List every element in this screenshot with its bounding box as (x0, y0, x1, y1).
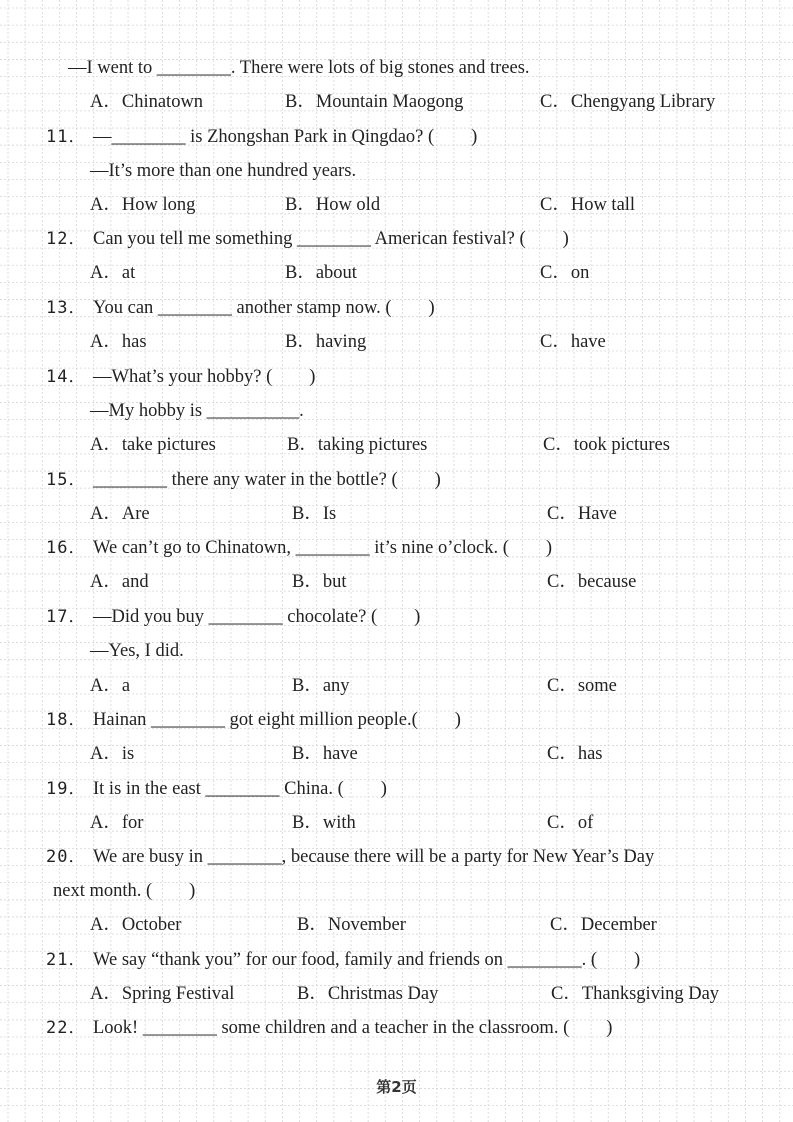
answer-option-a: A．for (90, 813, 144, 833)
answer-option-b: B．having (285, 332, 367, 352)
answer-option-c: C．of (547, 813, 594, 833)
answer-option-a: A．Are (90, 504, 150, 524)
question-line: —My hobby is __________. (90, 401, 304, 421)
answer-option-a: A．a (90, 676, 131, 696)
answer-option-c: C．Chengyang Library (540, 92, 716, 112)
question-number: 19． (46, 779, 87, 799)
answer-option-c: C．have (540, 332, 606, 352)
answer-option-b: B．taking pictures (287, 435, 428, 455)
question-text: We can’t go to Chinatown, ________ it’s nine o’clock. ( ) (93, 538, 553, 558)
answer-option-b: B．Mountain Maogong (285, 92, 464, 112)
question-text: Can you tell me something ________ American festival? ( ) (93, 229, 569, 249)
question-line: next month. ( ) (53, 881, 196, 901)
question-line: —It’s more than one hundred years. (90, 161, 357, 181)
question-number: 15． (46, 470, 87, 490)
answer-option-a: A．How long (90, 195, 196, 215)
answer-option-b: B．How old (285, 195, 381, 215)
question-text: ________ there any water in the bottle? ( ) (93, 470, 441, 490)
answer-option-c: C．How tall (540, 195, 636, 215)
question-number: 20． (46, 847, 87, 867)
question-number: 17． (46, 607, 87, 627)
answer-option-a: A．Spring Festival (90, 984, 235, 1004)
answer-option-c: C．took pictures (543, 435, 670, 455)
answer-option-a: A．is (90, 744, 135, 764)
question-line: —I went to ________. There were lots of big stones and trees. (68, 58, 530, 78)
question-number: 22． (46, 1018, 87, 1038)
question-number: 16． (46, 538, 87, 558)
answer-option-a: A．take pictures (90, 435, 216, 455)
answer-option-c: C．December (550, 915, 657, 935)
question-text: —________ is Zhongshan Park in Qingdao? ( ) (93, 127, 478, 147)
question-number: 12． (46, 229, 87, 249)
question-text: Hainan ________ got eight million people.( ) (93, 710, 461, 730)
question-number: 21． (46, 950, 87, 970)
answer-option-c: C．Thanksgiving Day (551, 984, 720, 1004)
question-text: It is in the east ________ China. ( ) (93, 779, 387, 799)
question-text: We say “thank you” for our food, family and friends on ________. ( ) (93, 950, 641, 970)
answer-option-a: A．has (90, 332, 147, 352)
question-number: 11． (46, 127, 87, 147)
question-text: We are busy in ________, because there will be a party for New Year’s Day (93, 847, 655, 867)
answer-option-b: B．but (292, 572, 347, 592)
question-number: 14． (46, 367, 87, 387)
answer-option-b: B．Christmas Day (297, 984, 439, 1004)
answer-option-b: B．any (292, 676, 350, 696)
question-text: —Did you buy ________ chocolate? ( ) (93, 607, 421, 627)
answer-option-c: C．has (547, 744, 603, 764)
answer-option-c: C．Have (547, 504, 617, 524)
question-text: You can ________ another stamp now. ( ) (93, 298, 435, 318)
question-text: —What’s your hobby? ( ) (93, 367, 316, 387)
answer-option-a: A．October (90, 915, 182, 935)
answer-option-c: C．on (540, 263, 590, 283)
answer-option-b: B．November (297, 915, 406, 935)
answer-option-b: B．have (292, 744, 358, 764)
answer-option-b: B．about (285, 263, 357, 283)
answer-option-a: A．Chinatown (90, 92, 204, 112)
question-line: —Yes, I did. (90, 641, 184, 661)
answer-option-a: A．at (90, 263, 136, 283)
question-number: 13． (46, 298, 87, 318)
question-number: 18． (46, 710, 87, 730)
page-number: 第2页 (376, 1078, 417, 1096)
question-text: Look! ________ some children and a teacher in the classroom. ( ) (93, 1018, 613, 1038)
answer-option-c: C．because (547, 572, 637, 592)
answer-option-a: A．and (90, 572, 149, 592)
answer-option-c: C．some (547, 676, 617, 696)
answer-option-b: B．Is (292, 504, 337, 524)
answer-option-b: B．with (292, 813, 356, 833)
